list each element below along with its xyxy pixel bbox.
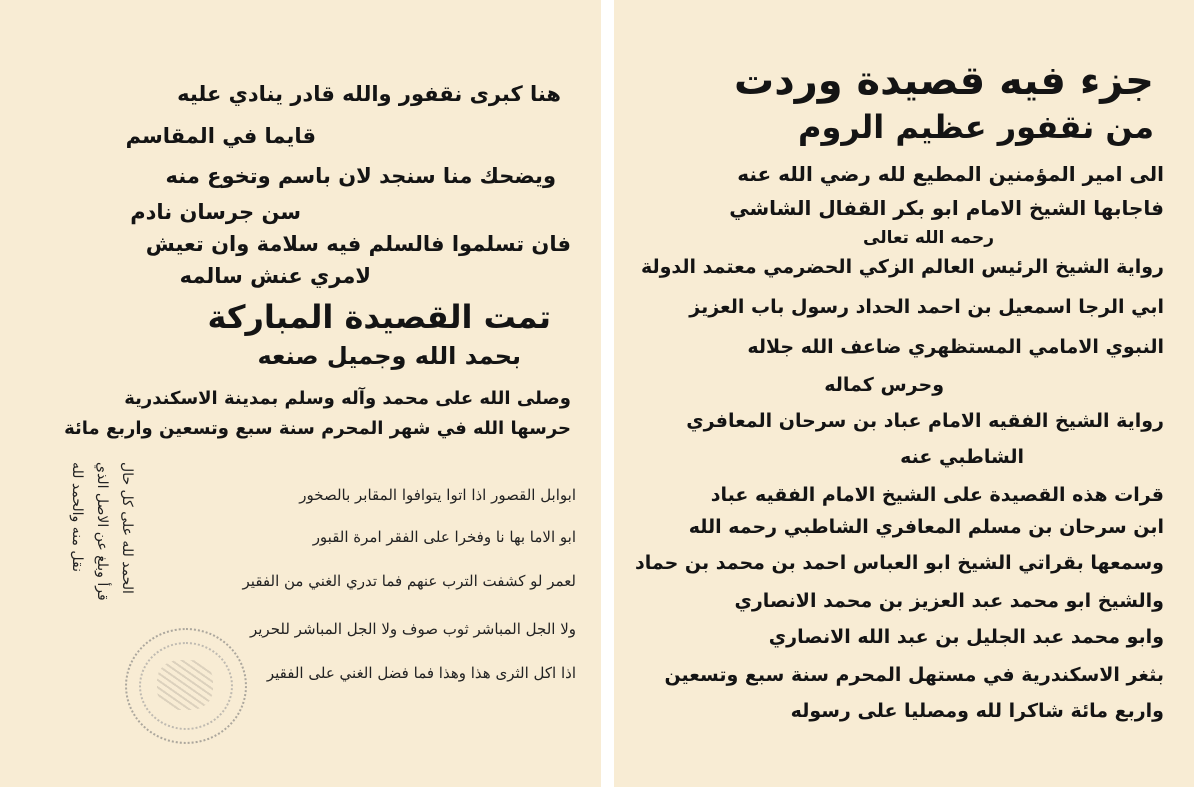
annotation-line-2: ابو الاما بها نا وفخرا على الفقر امرة القبور — [312, 528, 576, 546]
right-line-7: وحرس كماله — [824, 374, 944, 396]
right-manuscript-page — [614, 0, 1194, 787]
left-line-4: سن جرسان نادم — [130, 200, 301, 224]
right-line-12: وسمعها بقراتي الشيخ ابو العباس احمد بن محمد بن حماد — [634, 552, 1164, 574]
left-line-5: فان تسلموا فالسلم فيه سلامة وان تعيش — [145, 232, 571, 256]
annotation-line-4: ولا الجل المباشر ثوب صوف ولا الجل المباشر للحرير — [249, 620, 576, 638]
left-line-10: حرسها الله في شهر المحرم سنة سبع وتسعين واربع مائة — [64, 418, 571, 439]
margin-note-1: الحمد لله على كل حال — [119, 462, 135, 594]
right-line-16: واربع مائة شاكرا لله ومصليا على رسوله — [790, 700, 1164, 722]
left-line-9: وصلى الله على محمد وآله وسلم بمدينة الاسكندرية — [124, 388, 571, 409]
right-line-6: النبوي الامامي المستظهري ضاعف الله جلاله — [747, 336, 1164, 358]
right-line-15: بثغر الاسكندرية في مستهل المحرم سنة سبع وتسعين — [664, 664, 1164, 686]
right-title-line-1: جزء فيه قصيدة وردت — [734, 58, 1154, 104]
right-line-10: قرات هذه القصيدة على الشيخ الامام الفقيه عباد — [710, 484, 1164, 506]
right-line-11: ابن سرحان بن مسلم المعافري الشاطبي رحمه الله — [688, 516, 1164, 538]
right-line-13: والشيخ ابو محمد عبد العزيز بن محمد الانصاري — [734, 590, 1164, 612]
library-seal-stamp — [125, 628, 247, 744]
margin-note-3: نقل منه والحمد لله — [69, 462, 85, 572]
left-line-6: لامري عنش سالمه — [179, 264, 371, 288]
right-line-3: رحمه الله تعالى — [863, 228, 994, 248]
right-line-4: رواية الشيخ الرئيس العالم الزكي الحضرمي معتمد الدولة — [640, 256, 1164, 278]
margin-note-2: قرأ وبلغ عن الاصل الذي — [94, 462, 110, 601]
right-line-8: رواية الشيخ الفقيه الامام عباد بن سرحان المعافري — [686, 410, 1164, 432]
annotation-line-5: اذا اكل الثرى هذا وهذا فما فضل الغني على الفقير — [266, 664, 576, 682]
right-title-line-2: من نقفور عظيم الروم — [797, 108, 1154, 146]
right-line-5: ابي الرجا اسمعيل بن احمد الحداد رسول باب العزيز — [689, 296, 1164, 318]
left-line-1: هنا كبرى نقفور والله قادر ينادي عليه — [177, 82, 561, 106]
right-line-2: فاجابها الشيخ الامام ابو بكر القفال الشاشي — [729, 196, 1164, 220]
left-line-3: ويضحك منا سنجد لان باسم وتخوع منه — [165, 164, 556, 188]
left-line-2: قايما في المقاسم — [125, 124, 316, 148]
right-line-9: الشاطبي عنه — [900, 446, 1024, 468]
right-line-1: الى امير المؤمنين المطيع لله رضي الله عنه — [737, 162, 1164, 186]
annotation-line-1: ابوابل القصور اذا اتوا يتوافوا المقابر بالصخور — [299, 486, 576, 504]
annotation-line-3: لعمر لو كشفت الترب عنهم فما تدري الغني من الفقير — [242, 572, 576, 590]
right-line-14: وابو محمد عبد الجليل بن عبد الله الانصاري — [768, 626, 1164, 648]
left-colophon-title: تمت القصيدة المباركة — [207, 298, 551, 336]
left-colophon-subtitle: بحمد الله وجميل صنعه — [257, 342, 521, 370]
